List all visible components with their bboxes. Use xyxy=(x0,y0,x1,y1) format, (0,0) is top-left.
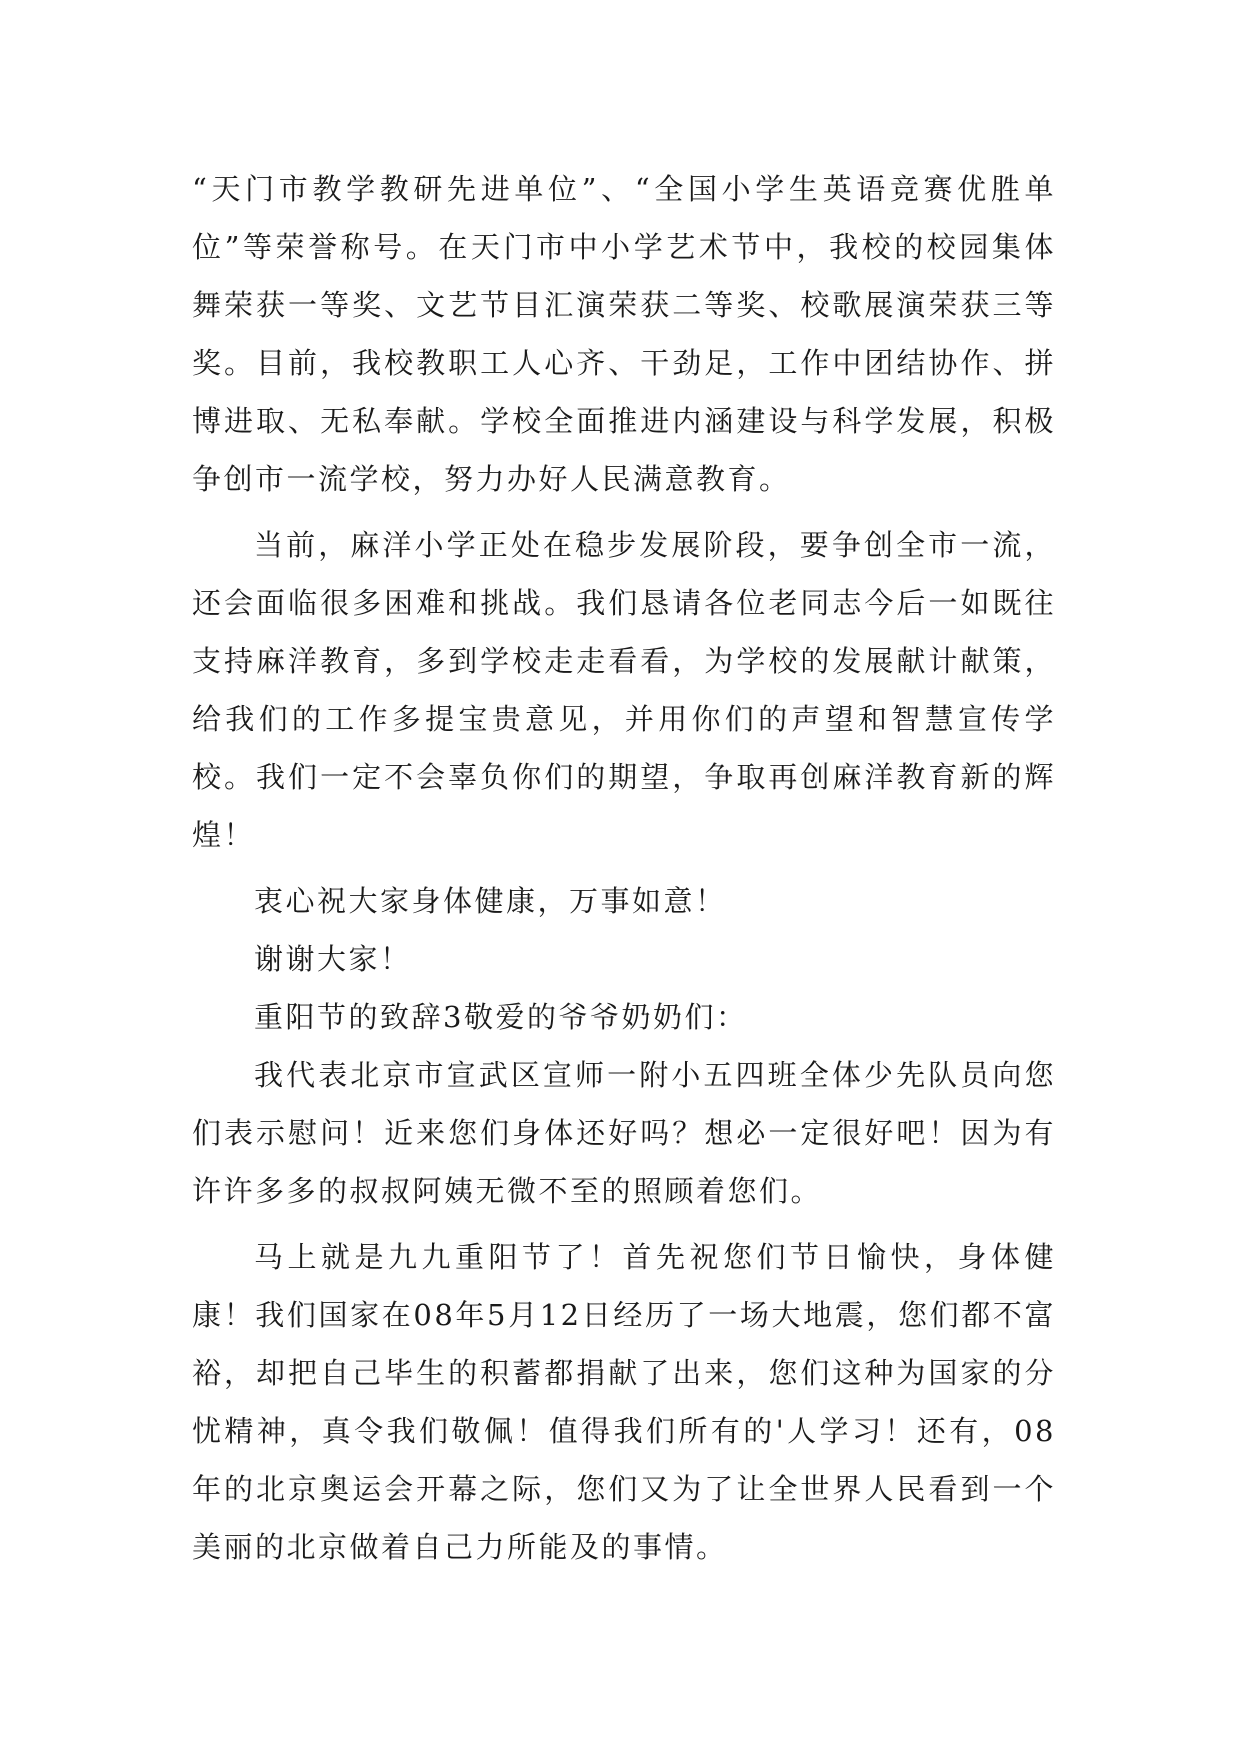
paragraph-greeting: 我代表北京市宣武区宣师一附小五四班全体少先队员向您们表示慰问！近来您们身体还好吗？想必一定很好吧！因为有许许多多的叔叔阿姨无微不至的照顾着您们。 xyxy=(192,1058,1056,1208)
paragraph-festival: 马上就是九九重阳节了！首先祝您们节日愉快，身体健康！我们国家在08年5月12日经历了一场大地震，您们都不富裕，却把自己毕生的积蓄都捐献了出来，您们这种为国家的分忧精神，真令我们敬佩！值得我们所有的'人学习！还有，08年的北京奥运会开幕之际，您们又为了让全世界人民看到一个美丽的北京做着自己力所能及的事情。 xyxy=(192,1240,1056,1564)
document-body xyxy=(192,160,1056,1576)
paragraph-speech-title: 重阳节的致辞3敬爱的爷爷奶奶们： xyxy=(254,1000,748,1034)
paragraph-wishes: 衷心祝大家身体健康，万事如意！ xyxy=(254,884,727,918)
paragraph-honors: “天门市教学教研先进单位”、“全国小学生英语竞赛优胜单位”等荣誉称号。在天门市中小学艺术节中，我校的校园集体舞荣获一等奖、文艺节目汇演荣获二等奖、校歌展演荣获三等奖。目前，我校教职工人心齐、干劲足，工作中团结协作、拼博进取、无私奉献。学校全面推进内涵建设与科学发展，积极争创市一流学校，努力办好人民满意教育。 xyxy=(192,172,1056,496)
paragraph-request: 当前，麻洋小学正处在稳步发展阶段，要争创全市一流，还会面临很多困难和挑战。我们恳请各位老同志今后一如既往支持麻洋教育，多到学校走走看看，为学校的发展献计献策，给我们的工作多提宝贵意见，并用你们的声望和智慧宣传学校。我们一定不会辜负你们的期望，争取再创麻洋教育新的辉煌！ xyxy=(192,528,1056,852)
paragraph-thanks: 谢谢大家！ xyxy=(254,942,412,976)
